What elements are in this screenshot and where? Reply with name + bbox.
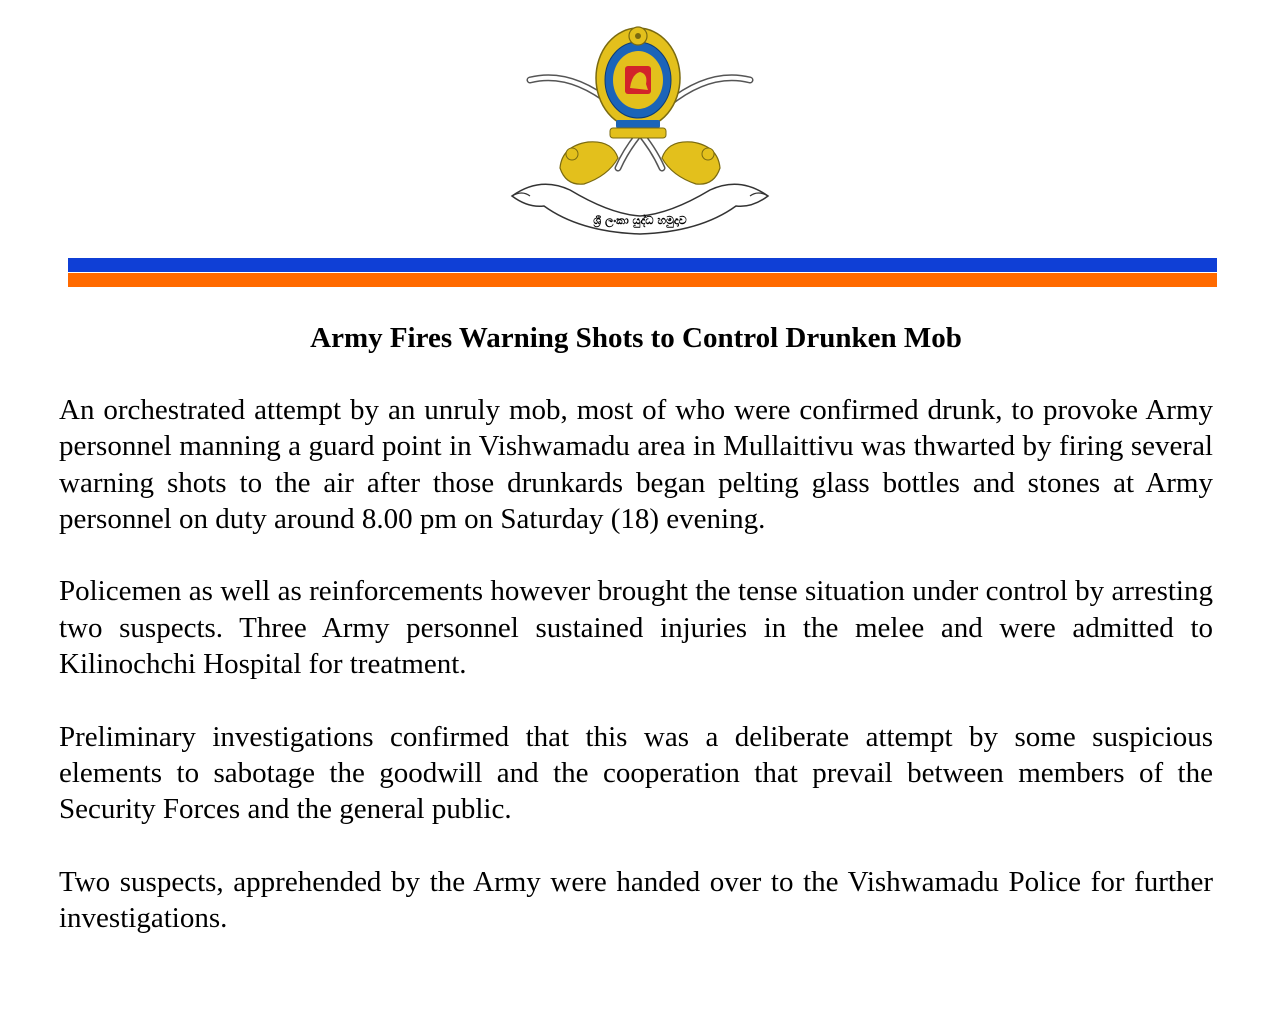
paragraph-4: Two suspects, apprehended by the Army were handed over to the Vishwamadu Police for further investigations.: [59, 865, 1213, 935]
paragraph-1: An orchestrated attempt by an unruly mob, most of who were confirmed drunk, to provoke Army personnel manning a guard point in Vishwamadu area in Mullaittivu was thwarted by firing several warning shots to the air after those drunkards began pelting glass bottles and stones at Army personnel on duty around 8.00 pm on Saturday (18) evening.: [59, 394, 1213, 535]
header-orange-stripe: [68, 273, 1217, 287]
paragraph-2: Policemen as well as reinforcements however brought the tense situation under control by arresting two suspects. Three Army personnel sustained injuries in the melee and were admitted to Kilinochchi Hospital for treatment.: [59, 575, 1213, 681]
sri-lanka-army-crest-icon: [500, 18, 780, 243]
army-crest-emblem: [500, 18, 780, 243]
paragraph-3: Preliminary investigations confirmed that this was a deliberate attempt by some suspicious elements to sabotage the goodwill and the cooperation that prevail between members of the Security Forces and the general public.: [59, 720, 1213, 826]
crest-motto: ශ්‍රී ලංකා යුද්ධ හමුදාව: [593, 214, 687, 227]
header-blue-stripe: [68, 258, 1217, 272]
article-title: Army Fires Warning Shots to Control Drunken Mob: [310, 322, 962, 354]
article-body: [59, 392, 1213, 973]
